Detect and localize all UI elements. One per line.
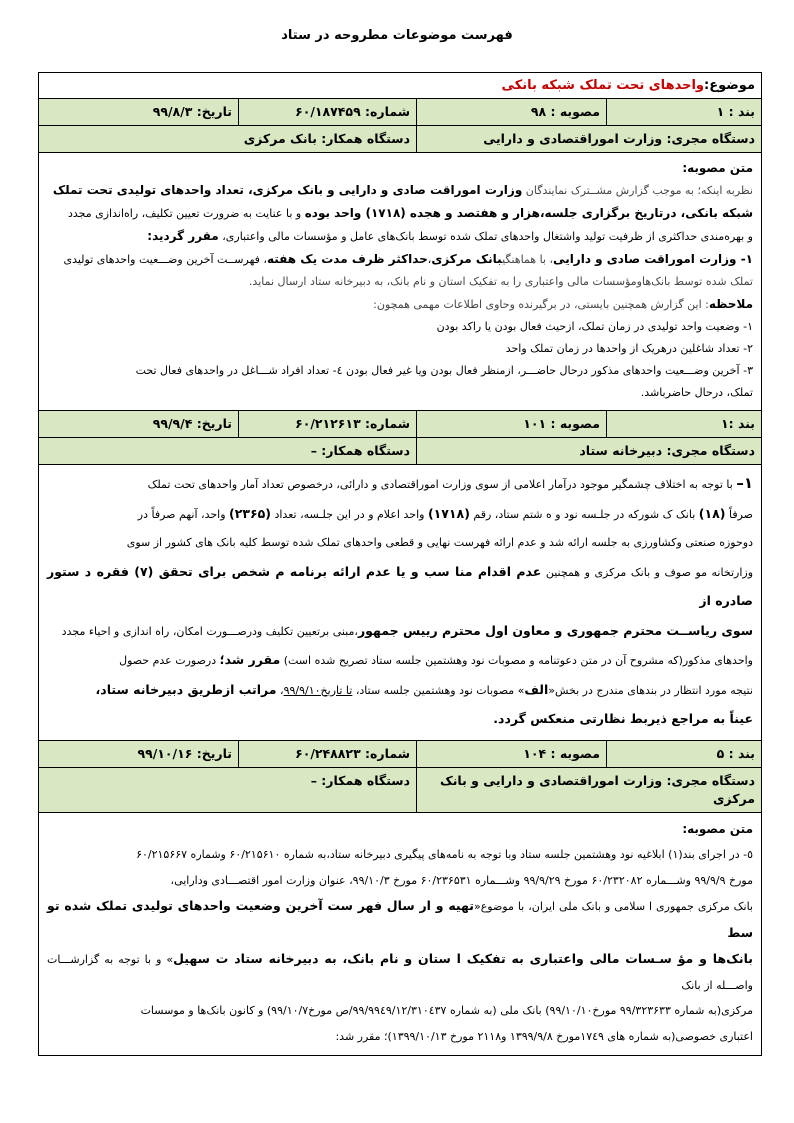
- resolution-number: مصوبه : ۱۰۱: [417, 411, 607, 437]
- text-line: تهیه و ار سال فهر ست آخرین وضعیت واحدهای تولیدی تملک شده تو سط: [47, 898, 753, 940]
- section-2-header: [39, 411, 761, 438]
- band-number: بند : ۱: [716, 104, 755, 119]
- letter-date: تاریخ: ۹۹/۸/۳: [39, 99, 239, 125]
- text-line: ٥- در اجرای بند(۱) ابلاغیه نود وهشتمین جلسه ستاد وبا توجه به نامه‌های پیگیری دبیرخانه ستاد،به شماره ۶۰/۲۱۵۶۱۰ وشماره ۶۰/۲۱۵۶۶۷: [136, 848, 753, 861]
- text-line: مقرر شد؛: [219, 652, 281, 667]
- letter-date: تاریخ: ۹۹/۱۰/۱۶: [39, 741, 239, 767]
- text-line: اعتباری خصوصی(به شماره های ۱۷٤۹مورخ ۱۳۹۹/۹/۸ و۲۱۱۸ مورخ ۱۳۹۹/۱۰/۱۳)؛ مقرر شد:: [335, 1029, 753, 1043]
- text-line: واحد اعلام و در این جلـسه، تعداد: [270, 507, 428, 521]
- section-2-agencies: [39, 438, 761, 465]
- executing-agency: دستگاه مجری: وزارت اموراقتصادی و دارایی: [483, 131, 755, 146]
- resolution-number: مصوبه : ۹۸: [417, 99, 607, 125]
- section-1-header: [39, 99, 761, 126]
- text-line: (۱۸): [698, 505, 726, 521]
- list-item: ۲- تعداد شاغلین درهریک از واحدها در زمان تملک واحد: [505, 342, 753, 355]
- text-line: سوی ریاســت محترم جمهوری و معاون اول محترم رییس جمهور: [357, 622, 753, 638]
- text-line: » مصوبات نود وهشتمین جلسه ستاد،: [352, 683, 525, 697]
- text-line: » و با توجه به گزارشـــات واصـــله از بانک: [47, 953, 753, 992]
- text-line: ،: [276, 683, 284, 697]
- list-item: تملک، درحال حاضرباشد.: [640, 386, 753, 399]
- text-line: و بهره‌مندی حداکثری از ظرفیت تولید واشتغال واحدهای تملک شده توسط بانک‌های عامل و مؤسسات مالی واعتباری،: [218, 230, 753, 243]
- text-line: وزارت اموراقت صادی و دارایی و بانک مرکزی، تعداد واحدهای تولیدی تحت تملک: [52, 183, 523, 197]
- cooperating-agency: دستگاه همکار: بانک مرکزی: [39, 126, 417, 152]
- list-item: ۳- آخرین وضـــعیت واحدهای مذکور درحال حاضـــر، ازمنظر فعال بودن ویا غیر فعال بودن ٤- تعداد افراد شـــاغل در واحدهای فعال تحت: [135, 364, 753, 377]
- text-line: دوحوزه صنعتی وکشاورزی به جلسه ارائه شد و عدم ارائه فهرست نهایی و قطعی واحدهای تملک شده توسط کلیه بانک های کشور از سوی: [126, 536, 753, 549]
- resolutions-table: [38, 72, 762, 1056]
- text-line: (۲۳۶۵): [229, 505, 271, 521]
- text-line: ،مبنی برتعیین تکلیف ودرصـــورت امکان، راه اندازی و احیاء مجدد: [61, 624, 358, 638]
- text-line: واحدهای مذکور(که مشروح آن در متن دعوتنامه و مصوبات نود وهشتمین جلسه ستاد تصریح شده است): [280, 654, 753, 667]
- text-line: مراتب ازطریق دبیرخانه ستاد،: [95, 681, 277, 697]
- text-line: بانک مرکزی جمهوری ا سلامی و بانک ملی ایران، با موضوع«: [473, 900, 753, 913]
- text-line: و با عنایت به ضرورت تعیین تکلیف، راه‌اندازی مجدد: [67, 207, 305, 220]
- item-number: ۱–: [736, 474, 753, 492]
- text-line: نتیجه مورد انتظار در بندهای مندرج در بخش«: [548, 683, 753, 697]
- subject-label: موضوع:: [704, 78, 755, 93]
- body-heading: متن مصوبه:: [682, 161, 753, 175]
- text-line: ،: [427, 253, 432, 266]
- band-number: بند : ۵: [716, 745, 755, 761]
- body-heading: متن مصوبه:: [682, 821, 753, 836]
- text-line: با توجه به اختلاف چشمگیر موجود درآمار اعلامی از سوی وزارت اموراقتصادی و دارائی، درخصوص تعداد آمار واحدهای تحت تملک: [147, 478, 737, 491]
- subject-value: واحدهای تحت تملک شبکه بانکی: [501, 78, 704, 93]
- letter-number: شماره: ۶۰/۱۸۷۴۵۹: [239, 99, 417, 125]
- text-line: ، فهرســت آخرین وضـــعیت واحدهای تولیدی: [63, 253, 267, 266]
- text-line: وزارتخانه مو صوف و بانک مرکزی و همچنین: [541, 565, 754, 579]
- letter-number: شماره: ۶۰/۲۴۸۸۲۳: [239, 741, 417, 767]
- text-line: حداکثر ظرف مدت یک هفته: [266, 252, 428, 266]
- section-1-agencies: [39, 126, 761, 153]
- resolution-number: مصوبه : ۱۰۴: [417, 741, 607, 767]
- letter-number: شماره: ۶۰/۲۱۲۶۱۳: [239, 411, 417, 437]
- text-line: صرفاً: [725, 507, 753, 521]
- list-item: ۱- وضعیت واحد تولیدی در زمان تملک، ازحیث فعال بودن یا راکد بودن: [436, 320, 753, 333]
- text-line: بانک ک شورکه در جلـسه نود و ه شتم ستاد، رقم: [469, 507, 699, 521]
- text-line: عیناً به مراجع ذیربط نظارتی منعکس گردد.: [493, 711, 753, 726]
- section-2-body: [39, 465, 761, 741]
- note-label: ملاحظه: [708, 297, 753, 311]
- subject-row: [39, 73, 761, 99]
- text-line: مرکزی(به شماره ۹۹/۳۲۳۶۳۳ مورخ۹۹/۱۰/۱۰) بانک ملی (به شماره ۹۹/۹۹٤۹/۱۲/۳۱۰٤۳۷/ص مورخ۹۹/۱۰/۷) و کانون بانک‌ها و موسسات: [140, 1004, 753, 1017]
- text-line: ، با هماهنگی: [502, 253, 554, 266]
- text-line: ۱- وزارت اموراقت صادی و دارایی: [553, 252, 753, 266]
- executing-agency: دستگاه مجری: دبیرخانه ستاد: [579, 443, 755, 458]
- text-line: شبکه بانکی، درتاریخ برگزاری جلسه،هزار و هفتصد و هجده (۱۷۱۸) واحد بوده: [304, 206, 753, 220]
- text-line: تا تاریخ۹۹/۹/۱۰: [283, 683, 353, 697]
- text-line: مقرر گردید:: [147, 229, 219, 243]
- section-3-agencies: [39, 768, 761, 813]
- section-1-body: [39, 153, 761, 411]
- text-line: بانک‌ها و مؤ سـسات مالی واعتباری به تفکیک ا ستان و نام بانک، به دبیرخانه ستاد ت سهیل: [173, 951, 753, 966]
- cooperating-agency: دستگاه همکار: –: [39, 438, 417, 464]
- text-line: درصورت عدم حصول: [119, 654, 220, 667]
- text-line: واحد، آنهم صرفاً در: [137, 507, 230, 521]
- text-line: : این گزارش همچنین بایستی، در برگیرنده وحاوی اطلاعات مهمی همچون:: [373, 298, 709, 311]
- text-line: تملک شده توسط بانک‌هاومؤسسات مالی واعتباری را به تفکیک استان و نام بانک، به دبیرخانه ستاد ارسال نماید.: [248, 275, 753, 288]
- executing-agency: دستگاه مجری: وزارت اموراقتصادی و دارایی و بانک مرکزی: [439, 772, 755, 806]
- text-line: عدم اقدام منا سب و یا عدم ارائه برنامه م شخص برای تحقق (۷) فقره د ستور صادره از: [47, 563, 753, 608]
- letter-date: تاریخ: ۹۹/۹/۴: [39, 411, 239, 437]
- cooperating-agency: دستگاه همکار: –: [39, 768, 417, 812]
- section-3-body: [39, 813, 761, 1056]
- text-line: (۱۷۱۸): [427, 505, 470, 521]
- text-line: مورخ ۹۹/۹/۹ وشـــماره ۶۰/۲۳۲۰۸۲ مورخ ۹۹/۹/۲۹ وشـــماره ۶۰/۲۳۶۵۳۱ مورخ ۹۹/۱۰/۳، عنوان وزارت امور اقتصـــادی ودارایی،: [170, 873, 753, 887]
- text-line: نظربه اینکه؛ به موجب گزارش مشــترک نمایندگان: [522, 184, 753, 197]
- page-title: فهرست موضوعات مطروحه در ستاد: [281, 28, 513, 43]
- text-line: الف: [524, 681, 549, 697]
- text-line: بانک مرکزی: [431, 252, 503, 266]
- section-3-header: [39, 741, 761, 768]
- band-number: بند :۱: [720, 416, 755, 431]
